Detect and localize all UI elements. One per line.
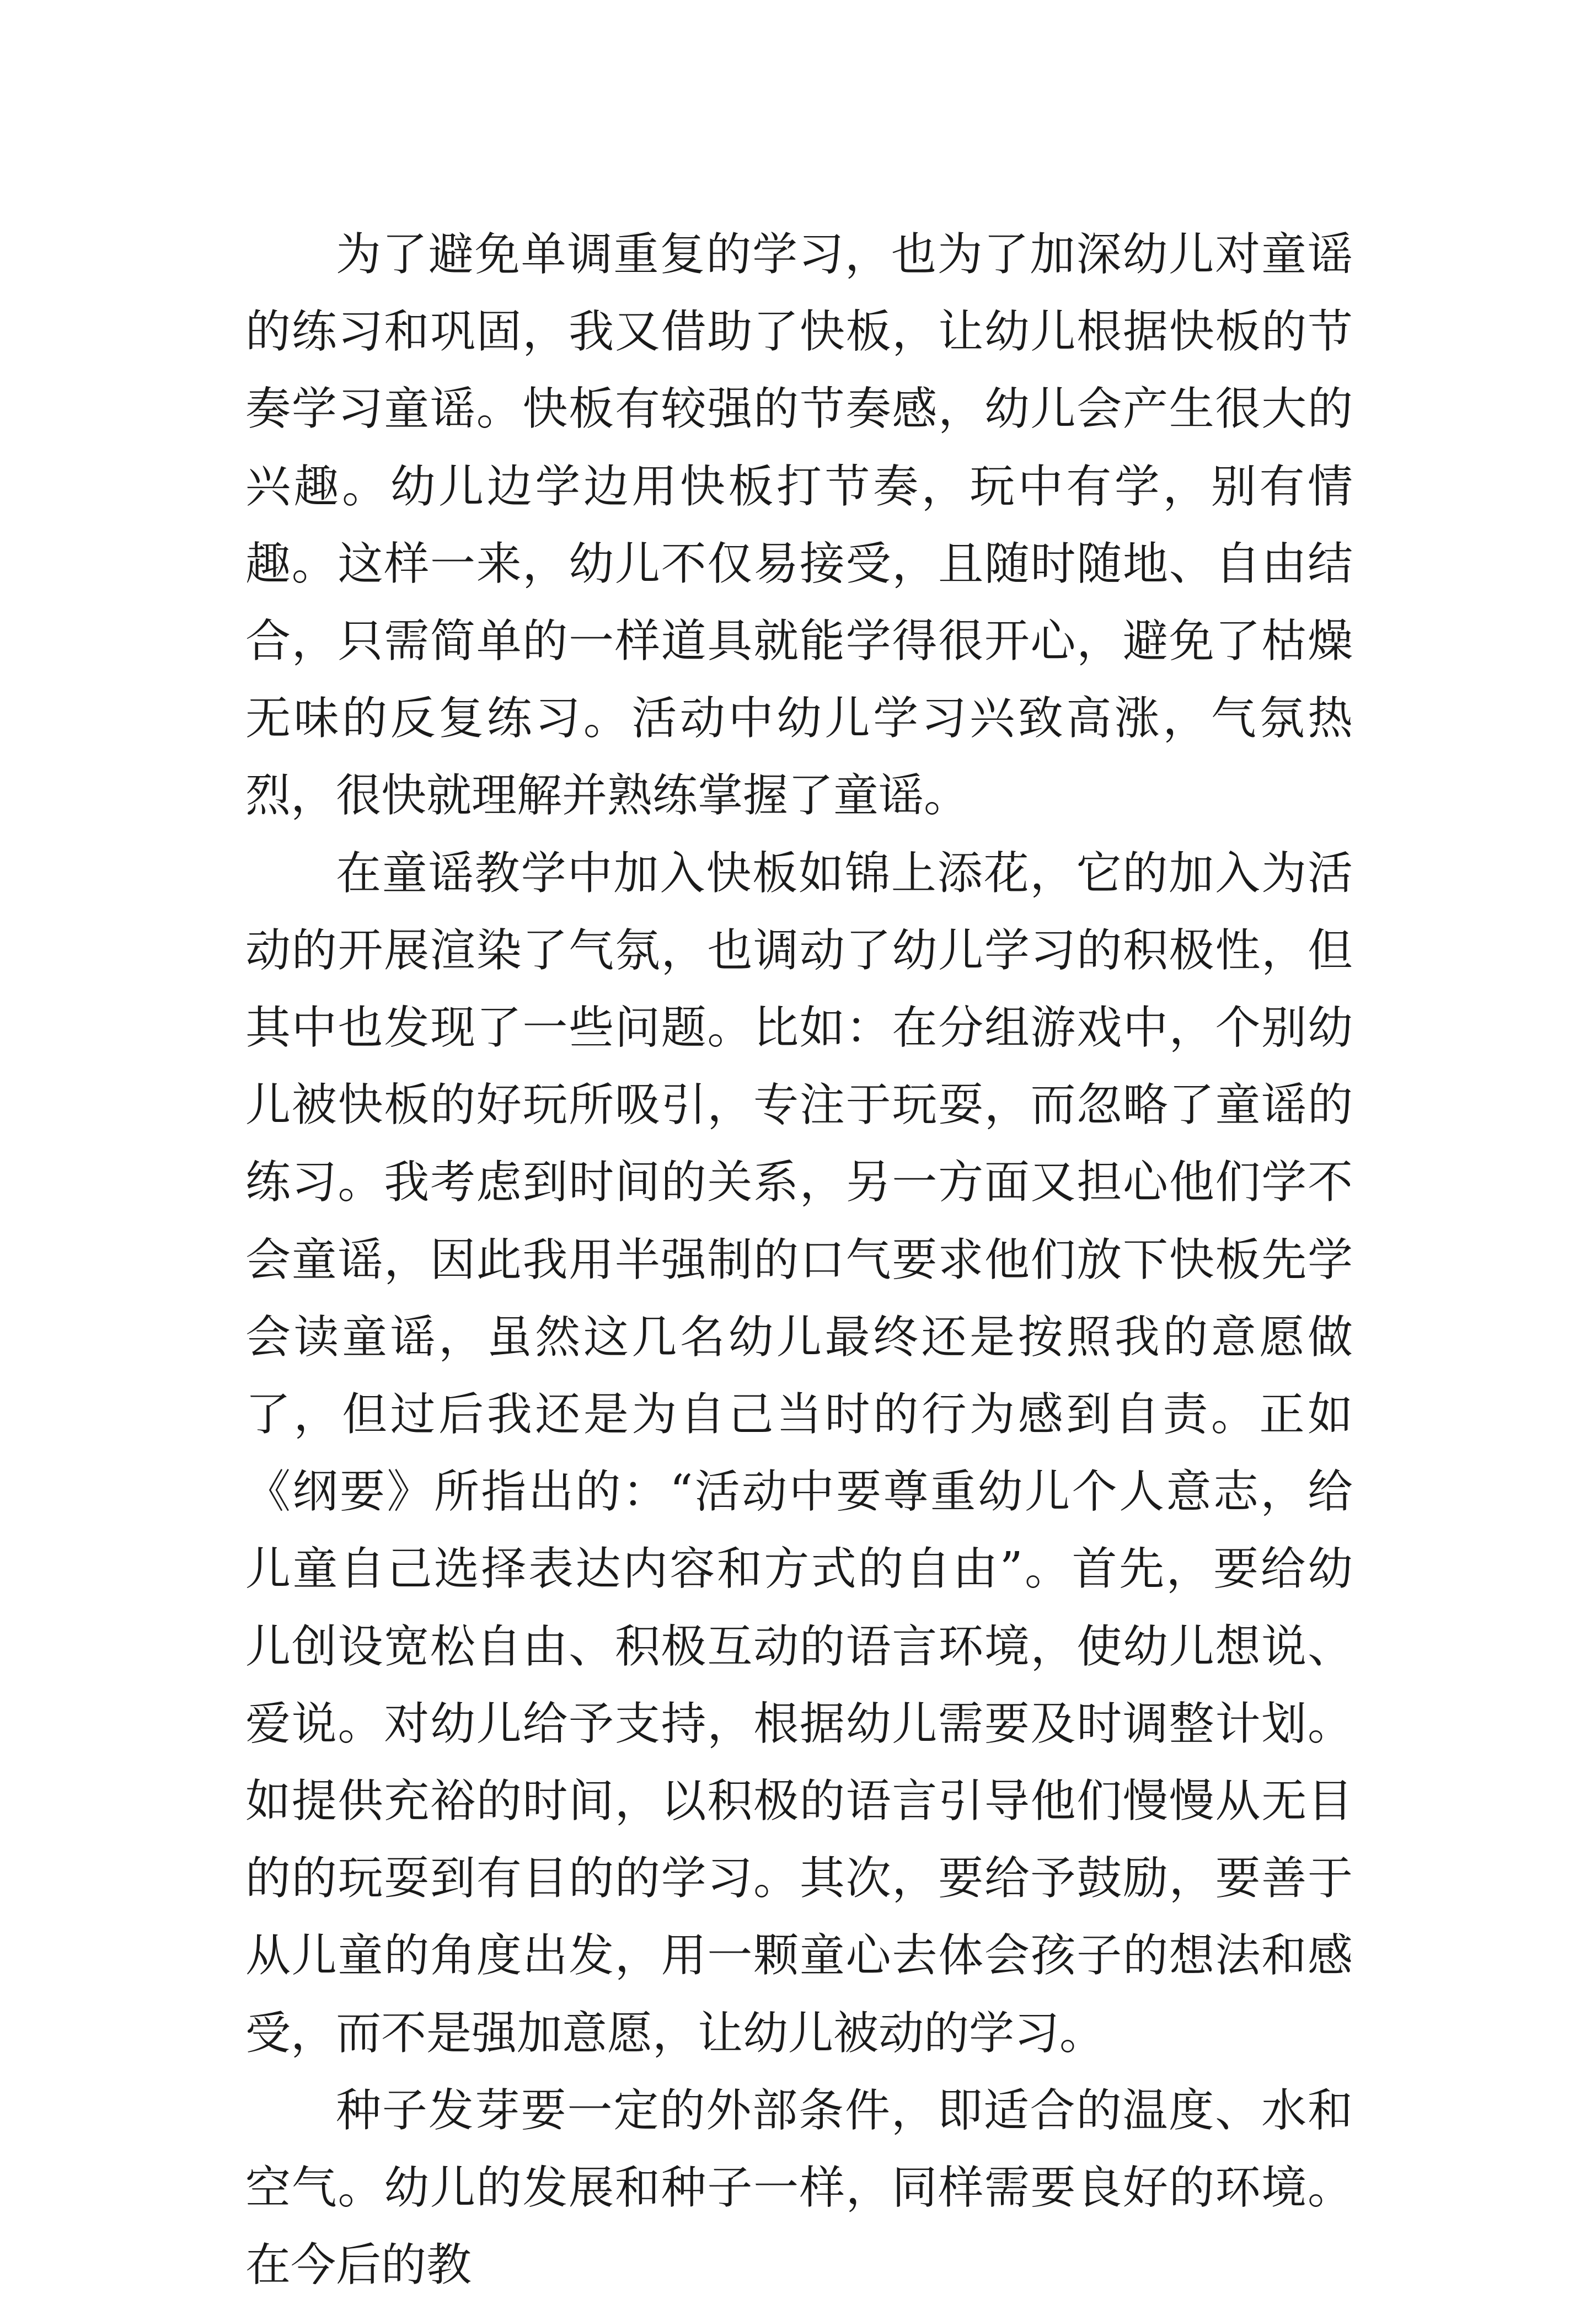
document-body: [245, 216, 1353, 2304]
paragraph-1: 为了避免单调重复的学习，也为了加深幼儿对童谣的练习和巩固，我又借助了快板，让幼儿根据快板的节奏学习童谣。快板有较强的节奏感，幼儿会产生很大的兴趣。幼儿边学边用快板打节奏，玩中有学，别有情趣。这样一来，幼儿不仅易接受，且随时随地、自由结合，只需简单的一样道具就能学得很开心，避免了枯燥无味的反复练习。活动中幼儿学习兴致高涨，气氛热烈，很快就理解并熟练掌握了童谣。: [245, 228, 1353, 822]
paragraph-3: 种子发芽要一定的外部条件，即适合的温度、水和空气。幼儿的发展和种子一样，同样需要良好的环境。在今后的教: [245, 2084, 1353, 2292]
paragraph-2: 在童谣教学中加入快板如锦上添花，它的加入为活动的开展渲染了气氛，也调动了幼儿学习的积极性，但其中也发现了一些问题。比如：在分组游戏中，个别幼儿被快板的好玩所吸引，专注于玩耍，而忽略了童谣的练习。我考虑到时间的关系，另一方面又担心他们学不会童谣，因此我用半强制的口气要求他们放下快板先学会读童谣，虽然这几名幼儿最终还是按照我的意愿做了，但过后我还是为自己当时的行为感到自责。正如《纲要》所指出的：“活动中要尊重幼儿个人意志，给儿童自己选择表达内容和方式的自由”。首先，要给幼儿创设宽松自由、积极互动的语言环境，使幼儿想说、爱说。对幼儿给予支持，根据幼儿需要及时调整计划。如提供充裕的时间，以积极的语言引导他们慢慢从无目的的玩耍到有目的的学习。其次，要给予鼓励，要善于从儿童的角度出发，用一颗童心去体会孩子的想法和感受，而不是强加意愿，让幼儿被动的学习。: [245, 847, 1353, 2060]
